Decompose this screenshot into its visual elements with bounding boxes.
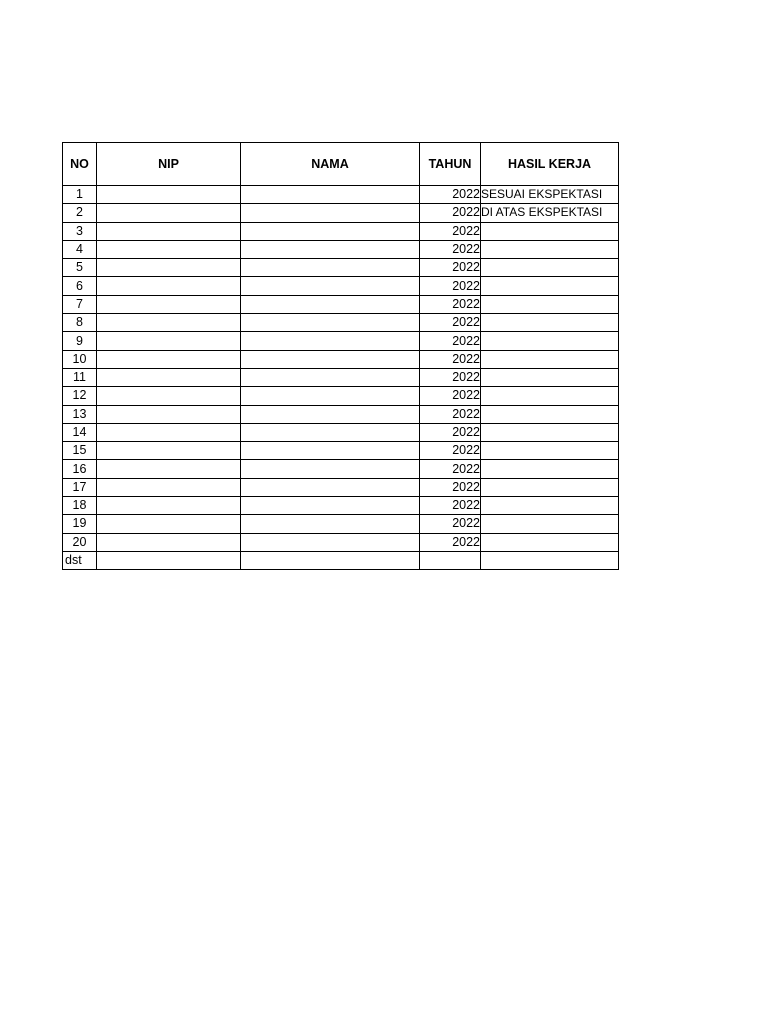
- cell-tahun: 2022: [420, 497, 481, 515]
- cell-nip[interactable]: [97, 533, 241, 551]
- header-no: NO: [63, 143, 97, 186]
- cell-tahun: 2022: [420, 277, 481, 295]
- cell-nip[interactable]: [97, 186, 241, 204]
- cell-no: 11: [63, 368, 97, 386]
- cell-hasil-kerja[interactable]: DI ATAS EKSPEKTASI: [481, 204, 619, 222]
- cell-no: 13: [63, 405, 97, 423]
- cell-nip[interactable]: [97, 240, 241, 258]
- table-row: [63, 222, 619, 240]
- cell-tahun: 2022: [420, 314, 481, 332]
- header-tahun: TAHUN: [420, 143, 481, 186]
- cell-tahun: 2022: [420, 478, 481, 496]
- cell-nama[interactable]: [241, 533, 420, 551]
- cell-nama[interactable]: [241, 515, 420, 533]
- cell-no: 2: [63, 204, 97, 222]
- cell-nip[interactable]: [97, 295, 241, 313]
- cell-hasil-kerja[interactable]: [481, 478, 619, 496]
- cell-nip[interactable]: [97, 515, 241, 533]
- cell-tahun: 2022: [420, 387, 481, 405]
- cell-nip[interactable]: [97, 387, 241, 405]
- cell-nama[interactable]: [241, 551, 420, 569]
- cell-nama[interactable]: [241, 460, 420, 478]
- cell-tahun: 2022: [420, 222, 481, 240]
- cell-no: 12: [63, 387, 97, 405]
- cell-hasil-kerja[interactable]: [481, 387, 619, 405]
- table-row: [63, 186, 619, 204]
- cell-nama[interactable]: [241, 277, 420, 295]
- cell-hasil-kerja[interactable]: [481, 332, 619, 350]
- table-row: [63, 497, 619, 515]
- cell-hasil-kerja[interactable]: [481, 222, 619, 240]
- table-row: [63, 314, 619, 332]
- cell-tahun: 2022: [420, 186, 481, 204]
- cell-no: 19: [63, 515, 97, 533]
- cell-no: 7: [63, 295, 97, 313]
- cell-nip[interactable]: [97, 460, 241, 478]
- cell-no: 20: [63, 533, 97, 551]
- cell-nip[interactable]: [97, 442, 241, 460]
- cell-nama[interactable]: [241, 442, 420, 460]
- cell-hasil-kerja[interactable]: [481, 515, 619, 533]
- table-row: [63, 350, 619, 368]
- cell-no: 16: [63, 460, 97, 478]
- cell-tahun: 2022: [420, 259, 481, 277]
- table-row: [63, 423, 619, 441]
- cell-tahun: 2022: [420, 240, 481, 258]
- cell-hasil-kerja[interactable]: [481, 423, 619, 441]
- cell-no: dst: [63, 551, 97, 569]
- cell-no: 10: [63, 350, 97, 368]
- cell-tahun: 2022: [420, 533, 481, 551]
- table-row: [63, 551, 619, 569]
- cell-no: 6: [63, 277, 97, 295]
- cell-nip[interactable]: [97, 222, 241, 240]
- cell-hasil-kerja[interactable]: [481, 350, 619, 368]
- table-row: [63, 533, 619, 551]
- cell-tahun: 2022: [420, 204, 481, 222]
- cell-nama[interactable]: [241, 295, 420, 313]
- header-nip: NIP: [97, 143, 241, 186]
- table-row: [63, 387, 619, 405]
- cell-nip[interactable]: [97, 332, 241, 350]
- cell-nip[interactable]: [97, 497, 241, 515]
- cell-no: 17: [63, 478, 97, 496]
- cell-tahun: 2022: [420, 405, 481, 423]
- header-nama: NAMA: [241, 143, 420, 186]
- table-header-row: [63, 143, 619, 186]
- cell-nip[interactable]: [97, 277, 241, 295]
- cell-tahun: 2022: [420, 368, 481, 386]
- table-row: [63, 460, 619, 478]
- cell-nama[interactable]: [241, 314, 420, 332]
- cell-hasil-kerja[interactable]: [481, 405, 619, 423]
- table-row: [63, 515, 619, 533]
- cell-nip[interactable]: [97, 551, 241, 569]
- cell-nip[interactable]: [97, 350, 241, 368]
- cell-tahun: 2022: [420, 515, 481, 533]
- cell-hasil-kerja[interactable]: [481, 314, 619, 332]
- cell-tahun: 2022: [420, 442, 481, 460]
- cell-nama[interactable]: [241, 186, 420, 204]
- cell-hasil-kerja[interactable]: [481, 259, 619, 277]
- cell-nip[interactable]: [97, 423, 241, 441]
- cell-nama[interactable]: [241, 259, 420, 277]
- cell-nama[interactable]: [241, 405, 420, 423]
- header-hasil-kerja: HASIL KERJA: [481, 143, 619, 186]
- cell-nama[interactable]: [241, 332, 420, 350]
- cell-hasil-kerja[interactable]: [481, 533, 619, 551]
- cell-no: 1: [63, 186, 97, 204]
- cell-nama[interactable]: [241, 204, 420, 222]
- cell-no: 4: [63, 240, 97, 258]
- cell-nama[interactable]: [241, 368, 420, 386]
- cell-nip[interactable]: [97, 314, 241, 332]
- cell-no: 3: [63, 222, 97, 240]
- cell-nip[interactable]: [97, 478, 241, 496]
- table-row: [63, 442, 619, 460]
- table-row: [63, 332, 619, 350]
- table-row: [63, 295, 619, 313]
- cell-nama[interactable]: [241, 240, 420, 258]
- employee-table: [62, 142, 619, 570]
- cell-hasil-kerja[interactable]: [481, 551, 619, 569]
- cell-hasil-kerja[interactable]: [481, 442, 619, 460]
- table-row: [63, 405, 619, 423]
- cell-no: 8: [63, 314, 97, 332]
- cell-no: 15: [63, 442, 97, 460]
- cell-hasil-kerja[interactable]: [481, 368, 619, 386]
- table-row: [63, 368, 619, 386]
- table-body: [63, 186, 619, 570]
- table-row: [63, 259, 619, 277]
- cell-hasil-kerja[interactable]: [481, 295, 619, 313]
- cell-tahun: 2022: [420, 332, 481, 350]
- cell-tahun: 2022: [420, 460, 481, 478]
- cell-nama[interactable]: [241, 350, 420, 368]
- cell-tahun: [420, 551, 481, 569]
- cell-no: 14: [63, 423, 97, 441]
- cell-nama[interactable]: [241, 478, 420, 496]
- cell-tahun: 2022: [420, 295, 481, 313]
- cell-nama[interactable]: [241, 387, 420, 405]
- cell-no: 9: [63, 332, 97, 350]
- table-row: [63, 277, 619, 295]
- cell-tahun: 2022: [420, 423, 481, 441]
- cell-nip[interactable]: [97, 204, 241, 222]
- cell-hasil-kerja[interactable]: [481, 460, 619, 478]
- cell-nip[interactable]: [97, 405, 241, 423]
- cell-no: 5: [63, 259, 97, 277]
- cell-nama[interactable]: [241, 423, 420, 441]
- cell-nip[interactable]: [97, 259, 241, 277]
- table-row: [63, 240, 619, 258]
- table-row: [63, 478, 619, 496]
- cell-nip[interactable]: [97, 368, 241, 386]
- cell-hasil-kerja[interactable]: [481, 240, 619, 258]
- cell-hasil-kerja[interactable]: [481, 277, 619, 295]
- cell-nama[interactable]: [241, 222, 420, 240]
- cell-nama[interactable]: [241, 497, 420, 515]
- cell-hasil-kerja[interactable]: SESUAI EKSPEKTASI: [481, 186, 619, 204]
- cell-no: 18: [63, 497, 97, 515]
- cell-hasil-kerja[interactable]: [481, 497, 619, 515]
- table-row: [63, 204, 619, 222]
- cell-tahun: 2022: [420, 350, 481, 368]
